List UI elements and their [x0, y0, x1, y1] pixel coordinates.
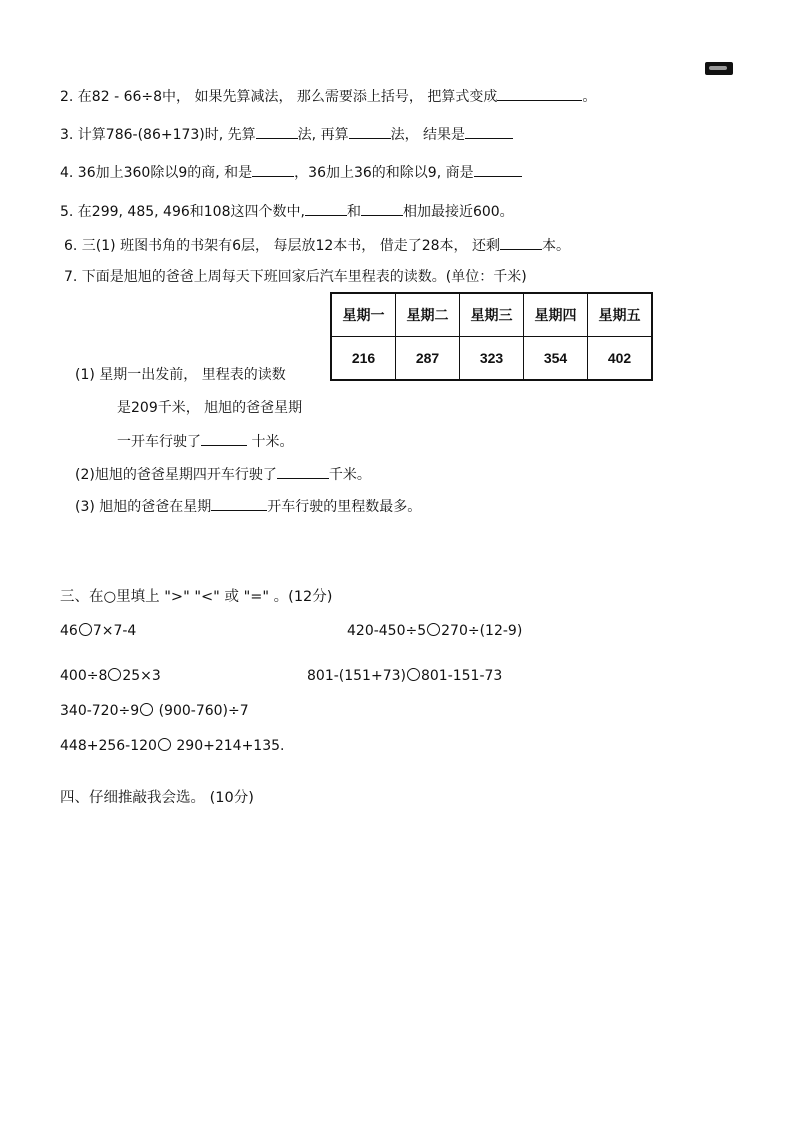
- answer-blank[interactable]: [474, 163, 522, 177]
- question-7-sub1-line2: 是209千米， 旭旭的爸爸星期: [117, 400, 303, 416]
- question-3: [60, 125, 513, 144]
- question-3-text-2: 法, 再算: [297, 127, 349, 143]
- answer-blank[interactable]: [256, 125, 298, 139]
- question-4-text-2: ，36加上36的和除以9, 商是: [294, 165, 474, 181]
- answer-blank[interactable]: [349, 125, 391, 139]
- compare-circle[interactable]: [427, 623, 440, 636]
- question-7-sub2: [75, 465, 371, 484]
- answer-blank[interactable]: [252, 163, 294, 177]
- question-2-end: 。: [582, 89, 597, 105]
- table-value-cell: 287: [396, 337, 460, 381]
- answer-blank[interactable]: [201, 432, 247, 446]
- question-7-sub1-unit: 十米。: [247, 434, 294, 450]
- expression-left: 400÷8: [60, 668, 108, 684]
- compare-item: [347, 622, 522, 640]
- question-7-sub1-line3: [117, 432, 293, 451]
- table-value-cell: 354: [524, 337, 588, 381]
- expression-left: 46: [60, 623, 78, 639]
- expression-left: 340-720÷9: [60, 703, 140, 719]
- question-3-text-3: 法， 结果是: [390, 127, 466, 143]
- table-value-cell: 402: [588, 337, 653, 381]
- question-2: [60, 87, 596, 106]
- question-7-sub2-text: (2)旭旭的爸爸星期四开车行驶了: [75, 467, 277, 483]
- table-value-cell: 323: [460, 337, 524, 381]
- question-5-text: 5. 在299, 485, 496和108这四个数中,: [60, 204, 305, 220]
- question-7-sub3-text: (3) 旭旭的爸爸在星期: [75, 499, 212, 515]
- compare-item: [307, 667, 502, 685]
- answer-blank[interactable]: [500, 236, 542, 250]
- compare-item: [60, 667, 161, 685]
- question-3-text: 3. 计算786-(86+173)时, 先算: [60, 127, 256, 143]
- question-5-text-3: 相加最接近600。: [402, 204, 514, 220]
- question-6-end: 本。: [541, 238, 570, 254]
- corner-mark-icon: [705, 62, 733, 75]
- compare-circle[interactable]: [79, 623, 92, 636]
- question-7-intro: 7. 下面是旭旭的爸爸上周每天下班回家后汽车里程表的读数。(单位：千米): [64, 269, 527, 285]
- question-5-text-2: 和: [346, 204, 361, 220]
- answer-blank[interactable]: [361, 202, 403, 216]
- expression-left: 448+256-120: [60, 738, 157, 754]
- question-4: [60, 163, 522, 182]
- compare-circle[interactable]: [407, 668, 420, 681]
- table-header-cell: 星期一: [331, 293, 396, 337]
- question-2-text: 2. 在82 - 66÷8中， 如果先算减法， 那么需要添上括号， 把算式变成: [60, 89, 498, 105]
- section-3-title: 三、在○里填上 ">" "<" 或 "=" 。(12分): [60, 589, 333, 605]
- odometer-table: [330, 292, 653, 381]
- compare-item: [60, 737, 284, 755]
- question-6-text: 6. 三(1) 班图书角的书架有6层， 每层放12本书， 借走了28本， 还剩: [64, 238, 500, 254]
- answer-blank[interactable]: [497, 87, 582, 101]
- section-4-title: 四、仔细推敲我会选。 (10分): [60, 790, 254, 806]
- question-7-sub3-text-2: 开车行驶的里程数最多。: [267, 499, 422, 515]
- expression-right: (900-760)÷7: [154, 703, 249, 719]
- compare-item: [60, 702, 249, 720]
- compare-circle[interactable]: [108, 668, 121, 681]
- question-5: [60, 202, 514, 221]
- answer-blank[interactable]: [211, 497, 267, 511]
- answer-blank[interactable]: [465, 125, 513, 139]
- table-header-cell: 星期二: [396, 293, 460, 337]
- question-7-sub3: [75, 497, 421, 516]
- expression-left: 420-450÷5: [347, 623, 427, 639]
- table-header-cell: 星期四: [524, 293, 588, 337]
- table-value-cell: 216: [331, 337, 396, 381]
- answer-blank[interactable]: [305, 202, 347, 216]
- answer-blank[interactable]: [277, 465, 329, 479]
- expression-right: 25×3: [122, 668, 161, 684]
- table-header-cell: 星期三: [460, 293, 524, 337]
- compare-circle[interactable]: [158, 738, 171, 751]
- expression-right: 290+214+135.: [171, 738, 285, 754]
- question-4-text: 4. 36加上360除以9的商, 和是: [60, 165, 253, 181]
- expression-right: 270÷(12-9): [441, 623, 523, 639]
- question-6: [64, 236, 570, 255]
- question-7-sub1-line1: (1) 星期一出发前， 里程表的读数: [75, 367, 286, 383]
- compare-circle[interactable]: [140, 703, 153, 716]
- expression-right: 7×7-4: [92, 623, 137, 639]
- question-7-sub2-unit: 千米。: [328, 467, 371, 483]
- compare-item: [60, 622, 136, 640]
- question-7-sub1-text: 一开车行驶了: [117, 434, 201, 450]
- expression-right: 801-151-73: [420, 668, 503, 684]
- expression-left: 801-(151+73): [307, 668, 406, 684]
- table-header-cell: 星期五: [588, 293, 653, 337]
